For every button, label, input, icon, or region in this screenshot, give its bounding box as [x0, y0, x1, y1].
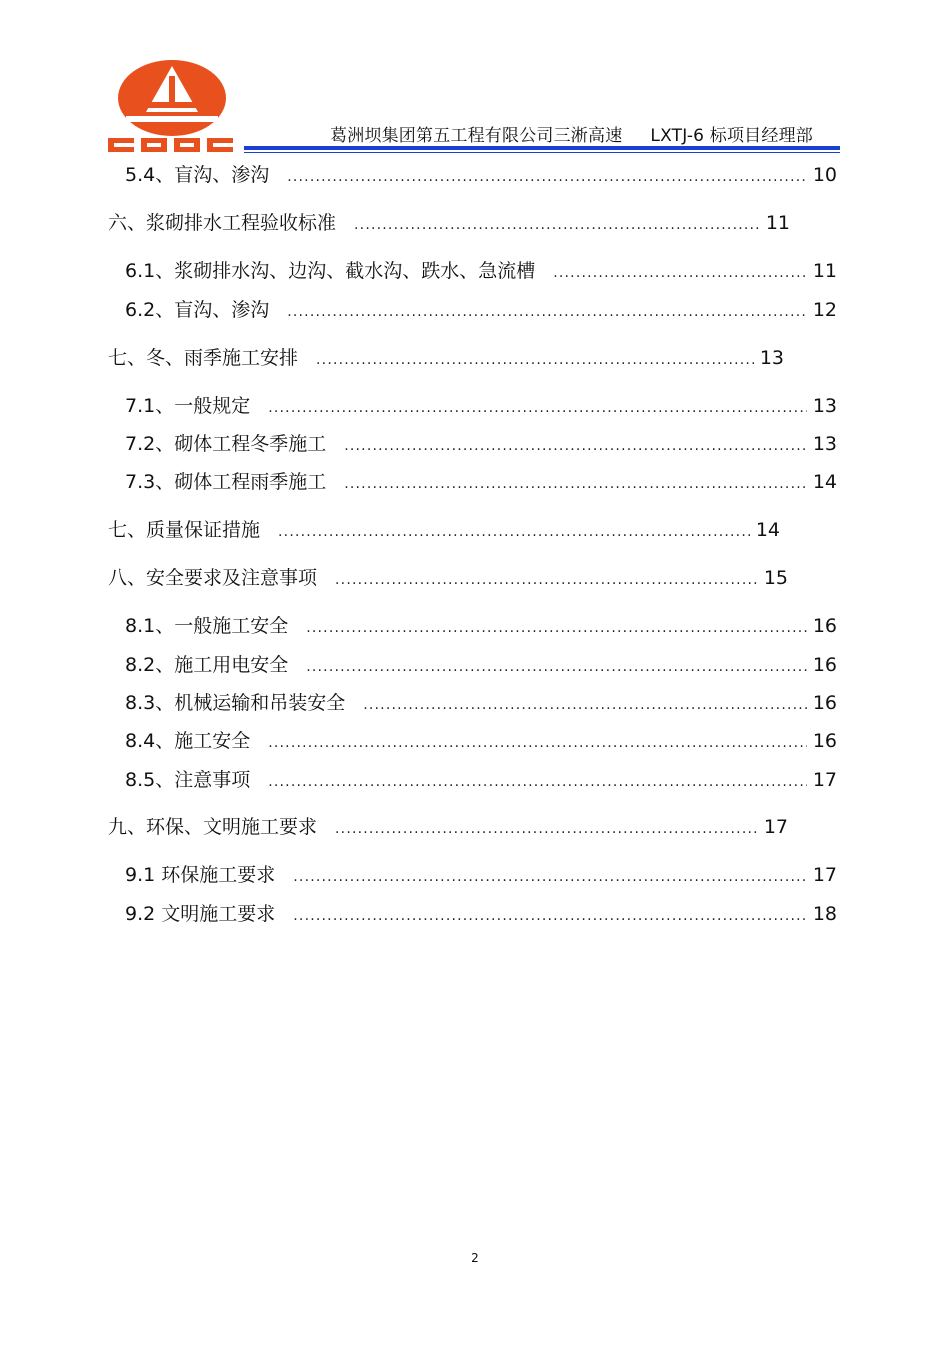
- toc-entry-page: 16: [812, 730, 837, 752]
- toc-entry-page: 16: [812, 615, 837, 637]
- toc-entry-label: 9.1 环保施工要求: [125, 864, 276, 886]
- toc-entry-page: 18: [812, 903, 837, 925]
- toc-entry[interactable]: [125, 258, 837, 284]
- toc-entry[interactable]: [125, 393, 837, 419]
- toc-entry-label: 六、浆砌排水工程验收标准: [108, 212, 337, 234]
- header-text: [330, 121, 835, 146]
- toc-leader-dots: [363, 692, 807, 718]
- toc-entry-page: 14: [812, 471, 837, 493]
- toc-leader-dots: [268, 730, 807, 756]
- toc-leader-dots: [335, 567, 758, 593]
- toc-entry-label: 七、质量保证措施: [108, 519, 261, 541]
- toc-entry[interactable]: [108, 210, 790, 236]
- toc-entry[interactable]: [125, 431, 837, 457]
- toc-entry[interactable]: [125, 297, 837, 323]
- toc-entry[interactable]: [108, 345, 784, 371]
- toc-entry-page: 13: [759, 347, 784, 369]
- toc-leader-dots: [553, 260, 807, 286]
- toc-entry[interactable]: [125, 690, 837, 716]
- toc-entry-page: 16: [812, 654, 837, 676]
- toc-leader-dots: [268, 769, 807, 795]
- toc-entry[interactable]: [125, 162, 837, 188]
- toc-entry-label: 7.2、砌体工程冬季施工: [125, 433, 327, 455]
- toc-entry-label: 八、安全要求及注意事项: [108, 567, 318, 589]
- toc-entry[interactable]: [108, 565, 788, 591]
- toc-leader-dots: [287, 164, 807, 190]
- toc-entry-page: 17: [763, 816, 788, 838]
- toc-leader-dots: [293, 903, 807, 929]
- toc-entry-label: 8.1、一般施工安全: [125, 615, 289, 637]
- page-number: 2: [471, 1251, 479, 1265]
- toc-entry-label: 9.2 文明施工要求: [125, 903, 276, 925]
- toc-leader-dots: [316, 347, 754, 373]
- toc-entry-label: 7.1、一般规定: [125, 395, 251, 417]
- toc-entry-page: 13: [812, 433, 837, 455]
- toc-entry-page: 17: [812, 864, 837, 886]
- header-company: 葛洲坝集团第五工程有限公司三淅高速: [330, 126, 623, 146]
- toc-entry-page: 11: [812, 260, 837, 282]
- header-project: LXTJ-6 标项目经理部: [650, 126, 813, 146]
- toc-entry-page: 14: [755, 519, 780, 541]
- toc-leader-dots: [335, 816, 758, 842]
- toc-leader-dots: [278, 519, 750, 545]
- toc-entry-page: 16: [812, 692, 837, 714]
- toc-leader-dots: [287, 299, 807, 325]
- toc-leader-dots: [306, 654, 807, 680]
- toc-entry-page: 11: [765, 212, 790, 234]
- toc-entry[interactable]: [125, 613, 837, 639]
- toc-entry[interactable]: [108, 517, 780, 543]
- toc-leader-dots: [344, 433, 807, 459]
- toc-entry-label: 8.5、注意事项: [125, 769, 251, 791]
- toc-entry[interactable]: [125, 901, 837, 927]
- toc-entry-label: 九、环保、文明施工要求: [108, 816, 318, 838]
- toc-entry-page: 17: [812, 769, 837, 791]
- toc-entry-label: 七、冬、雨季施工安排: [108, 347, 299, 369]
- toc-entry[interactable]: [125, 652, 837, 678]
- toc-leader-dots: [268, 395, 807, 421]
- toc-entry-label: 7.3、砌体工程雨季施工: [125, 471, 327, 493]
- toc-entry-page: 15: [763, 567, 788, 589]
- toc-entry[interactable]: [125, 728, 837, 754]
- toc-entry-page: 13: [812, 395, 837, 417]
- toc-entry-label: 6.2、盲沟、渗沟: [125, 299, 270, 321]
- toc-entry-page: 10: [812, 164, 837, 186]
- toc-entry[interactable]: [125, 767, 837, 793]
- header-rule-thin: [244, 152, 840, 153]
- company-logo: [104, 54, 240, 154]
- toc-entry-label: 8.4、施工安全: [125, 730, 251, 752]
- toc-entry[interactable]: [125, 862, 837, 888]
- header-rule: [244, 146, 840, 150]
- toc-entry-label: 8.2、施工用电安全: [125, 654, 289, 676]
- toc-leader-dots: [293, 864, 807, 890]
- toc-leader-dots: [306, 615, 807, 641]
- toc-entry[interactable]: [108, 814, 788, 840]
- toc-leader-dots: [354, 212, 760, 238]
- toc-leader-dots: [344, 471, 807, 497]
- toc-entry-label: 8.3、机械运输和吊装安全: [125, 692, 346, 714]
- toc-entry-page: 12: [812, 299, 837, 321]
- toc-entry[interactable]: [125, 469, 837, 495]
- toc-entry-label: 6.1、浆砌排水沟、边沟、截水沟、跌水、急流槽: [125, 260, 536, 282]
- toc-entry-label: 5.4、盲沟、渗沟: [125, 164, 270, 186]
